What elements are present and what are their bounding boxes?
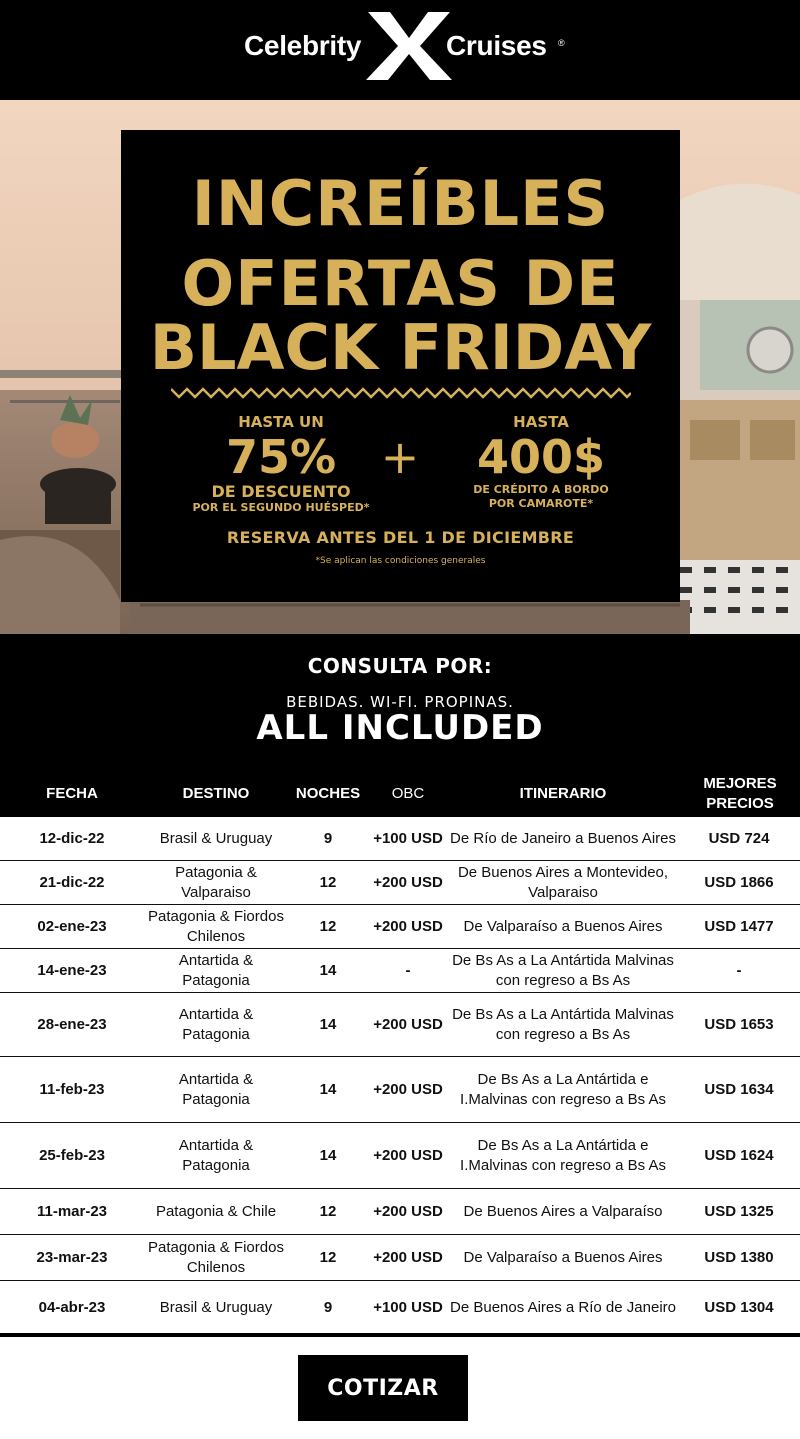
- cell-itinerario: De Valparaíso a Buenos Aires: [463, 1249, 663, 1266]
- hero-banner[interactable]: [0, 100, 800, 634]
- cell-fecha: 25-feb-23: [39, 1147, 105, 1164]
- cell-noches: 14: [319, 1081, 337, 1098]
- credit-label: DE CRÉDITO A BORDO: [473, 483, 609, 496]
- logo-registered-mark: ®: [558, 38, 565, 48]
- cell-precio: USD 1380: [704, 1249, 774, 1266]
- cell-obc: +200 USD: [373, 1147, 443, 1164]
- cruise-table-header: [0, 770, 800, 817]
- discount-value: 75%: [225, 430, 337, 484]
- header-bar: [0, 0, 800, 100]
- credit-prefix: HASTA: [513, 413, 569, 431]
- all-included-heading: ALL INCLUDED: [256, 708, 544, 748]
- header-noches: NOCHES: [295, 784, 361, 802]
- cell-destino: Patagonia & Valparaiso: [175, 864, 257, 901]
- cell-precio: USD 1325: [704, 1203, 774, 1220]
- table-row: [0, 905, 800, 949]
- promo-headline-line2: OFERTAS DE: [181, 247, 620, 320]
- cell-destino: Brasil & Uruguay: [159, 1299, 273, 1316]
- logo-x-icon: [366, 12, 452, 80]
- cell-destino: Patagonia & Fiordos Chilenos: [148, 908, 284, 945]
- cell-fecha: 28-ene-23: [37, 1016, 107, 1033]
- cell-itinerario: De Bs As a La Antártida Malvinas con regreso a Bs As: [452, 952, 674, 989]
- cell-precio: USD 724: [708, 830, 770, 847]
- cell-fecha: 11-mar-23: [36, 1203, 108, 1220]
- cell-noches: 14: [319, 1016, 337, 1033]
- cell-noches: 12: [319, 918, 337, 935]
- cell-precio: USD 1634: [704, 1081, 774, 1098]
- cell-obc: +200 USD: [373, 1203, 443, 1220]
- discount-offer: [161, 413, 401, 515]
- cell-fecha: 12-dic-22: [39, 830, 105, 847]
- table-row: [0, 1281, 800, 1335]
- cell-fecha: 14-ene-23: [37, 962, 107, 979]
- promo-headline-line1: INCREÍBLES: [191, 167, 610, 240]
- cell-itinerario: De Buenos Aires a Montevideo, Valparaiso: [457, 864, 669, 901]
- cell-destino: Antartida & Patagonia: [178, 1071, 254, 1108]
- cell-fecha: 21-dic-22: [39, 874, 105, 891]
- cell-fecha: 11-feb-23: [39, 1081, 105, 1098]
- promo-headline-line3: BLACK FRIDAY: [149, 311, 652, 384]
- cell-precio: USD 1304: [704, 1299, 774, 1316]
- discount-label: DE DESCUENTO: [211, 482, 351, 501]
- zigzag-divider: [171, 386, 631, 400]
- cell-destino: Antartida & Patagonia: [178, 1006, 254, 1043]
- cell-destino: Antartida & Patagonia: [178, 952, 254, 989]
- cell-noches: 12: [319, 874, 337, 891]
- black-friday-promo-box: [121, 130, 680, 602]
- logo-text-left: Celebrity: [244, 30, 362, 61]
- cell-noches: 9: [323, 1299, 333, 1316]
- header-obc: OBC: [391, 784, 425, 802]
- table-row: [0, 1123, 800, 1189]
- cell-precio: USD 1866: [704, 874, 774, 891]
- cell-itinerario: De Buenos Aires a Valparaíso: [463, 1203, 663, 1220]
- credit-note: POR CAMAROTE*: [488, 497, 594, 510]
- credit-value: 400$: [476, 430, 606, 484]
- cell-itinerario: De Buenos Aires a Río de Janeiro: [450, 1299, 676, 1316]
- cell-obc: +200 USD: [373, 874, 443, 891]
- logo-text-right: Cruises: [446, 30, 547, 61]
- celebrity-cruises-logo[interactable]: [0, 0, 800, 100]
- header-itinerario: ITINERARIO: [519, 784, 607, 802]
- reserve-deadline: RESERVA ANTES DEL 1 DE DICIEMBRE: [226, 528, 575, 547]
- consulta-subtitle: BEBIDAS. WI-FI. PROPINAS.: [286, 693, 514, 711]
- cell-destino: Brasil & Uruguay: [159, 830, 273, 847]
- cell-noches: 14: [319, 962, 337, 979]
- cell-obc: -: [405, 962, 411, 979]
- header-fecha: FECHA: [46, 784, 98, 802]
- cell-noches: 12: [319, 1249, 337, 1266]
- header-mejores-precios: MEJORES PRECIOS: [703, 774, 777, 812]
- cell-fecha: 23-mar-23: [36, 1249, 108, 1266]
- cell-noches: 9: [323, 830, 333, 847]
- cell-itinerario: De Bs As a La Antártida e I.Malvinas con regreso a Bs As: [460, 1071, 666, 1108]
- cell-obc: +100 USD: [373, 830, 443, 847]
- table-row: [0, 817, 800, 861]
- table-row: [0, 949, 800, 993]
- cell-itinerario: De Valparaíso a Buenos Aires: [463, 918, 663, 935]
- header-destino: DESTINO: [182, 784, 250, 802]
- cell-itinerario: De Bs As a La Antártida e I.Malvinas con regreso a Bs As: [460, 1137, 666, 1174]
- cell-obc: +200 USD: [373, 1081, 443, 1098]
- cell-destino: Patagonia & Fiordos Chilenos: [148, 1239, 284, 1276]
- cell-precio: -: [736, 962, 742, 979]
- cell-destino: Patagonia & Chile: [155, 1203, 277, 1220]
- cell-obc: +200 USD: [373, 918, 443, 935]
- cell-fecha: 02-ene-23: [37, 918, 107, 935]
- plus-sign: +: [380, 430, 420, 484]
- table-bottom-border: [0, 1333, 800, 1337]
- cell-itinerario: De Bs As a La Antártida Malvinas con regreso a Bs As: [452, 1006, 674, 1043]
- cotizar-button[interactable]: COTIZAR: [298, 1355, 468, 1421]
- conditions-note: *Se aplican las condiciones generales: [315, 556, 486, 566]
- discount-note: POR EL SEGUNDO HUÉSPED*: [192, 501, 370, 514]
- cell-destino: Antartida & Patagonia: [178, 1137, 254, 1174]
- credit-offer: [431, 413, 651, 511]
- cell-itinerario: De Río de Janeiro a Buenos Aires: [450, 830, 676, 847]
- consulta-title: CONSULTA POR:: [307, 654, 493, 678]
- discount-prefix: HASTA UN: [238, 413, 324, 431]
- cell-precio: USD 1624: [704, 1147, 774, 1164]
- table-row: [0, 993, 800, 1057]
- table-row: [0, 1235, 800, 1281]
- cell-obc: +200 USD: [373, 1249, 443, 1266]
- table-row: [0, 1057, 800, 1123]
- cell-noches: 14: [319, 1147, 337, 1164]
- all-included-section: [0, 634, 800, 770]
- cell-precio: USD 1477: [704, 918, 774, 935]
- table-row: [0, 861, 800, 905]
- cell-noches: 12: [319, 1203, 337, 1220]
- cell-obc: +200 USD: [373, 1016, 443, 1033]
- table-row: [0, 1189, 800, 1235]
- cell-obc: +100 USD: [373, 1299, 443, 1316]
- cell-fecha: 04-abr-23: [38, 1299, 106, 1316]
- cell-precio: USD 1653: [704, 1016, 774, 1033]
